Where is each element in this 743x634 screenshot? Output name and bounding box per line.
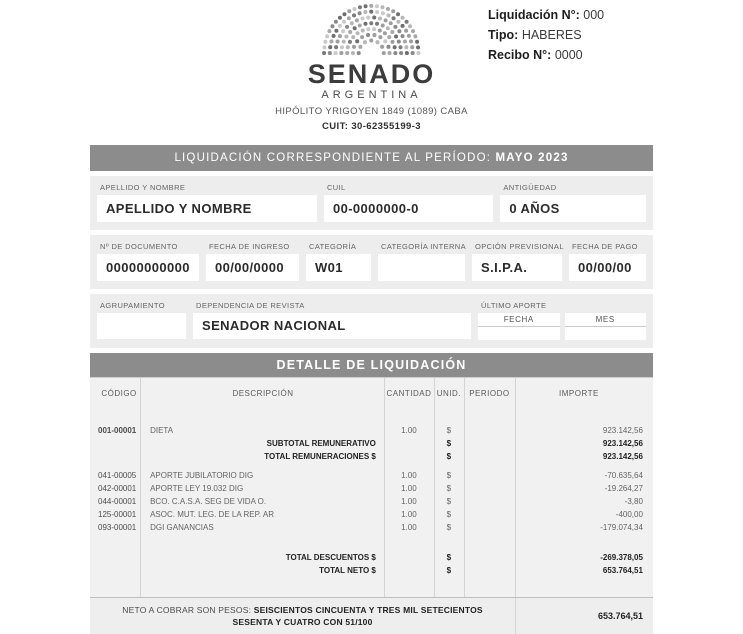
detail-banner: DETALLE DE LIQUIDACIÓN [90, 353, 653, 377]
cell-periodo [464, 508, 515, 521]
org-cuit: CUIT: 30-62355199-3 [322, 121, 421, 132]
field-value [97, 313, 186, 339]
cell-cantidad: 1.00 [401, 426, 417, 435]
cell-descripcion: TOTAL DESCUENTOS $ [285, 553, 376, 562]
net-amount-words: NETO A COBRAR SON PESOS: SEISCIENTOS CINCUENTA Y TRES MIL SETECIENTOS SESENTA Y CUATRO CON 51/100 [122, 605, 483, 627]
table-row [90, 564, 653, 577]
cell-cantidad: 1.00 [401, 497, 417, 506]
cell-cantidad: 1.00 [401, 484, 417, 493]
ultimo-aporte-mes-value [565, 327, 647, 340]
cell-codigo: 125-00001 [98, 510, 137, 519]
cell-unidad: $ [446, 566, 452, 575]
employee-identity-section [90, 176, 653, 230]
cell-descripcion: BCO. C.A.S.A. SEG DE VIDA O. [150, 497, 267, 506]
table-row-group [90, 424, 653, 463]
table-row [90, 424, 653, 437]
cell-unidad: $ [446, 452, 452, 461]
table-row [90, 450, 653, 463]
cell-importe: -3,80 [624, 497, 643, 506]
cell-cantidad [384, 551, 434, 564]
table-row [90, 437, 653, 450]
field-label: CUIL [326, 183, 346, 192]
logo-title: SENADO [307, 59, 436, 89]
field-label: CATEGORÍA [309, 242, 357, 251]
field-value: APELLIDO Y NOMBRE [97, 195, 317, 222]
field-dependencia-revista [193, 301, 471, 340]
cell-descripcion: APORTE JUBILATORIO DIG [150, 471, 254, 480]
cell-codigo: 001-00001 [98, 426, 137, 435]
cell-importe: 653.764,51 [602, 566, 643, 575]
cell-descripcion: ASOC. MUT. LEG. DE LA REP. AR [150, 510, 274, 519]
table-row [90, 495, 653, 508]
field-value: 00-0000000-0 [324, 195, 493, 222]
cell-descripcion: SUBTOTAL REMUNERATIVO [266, 439, 376, 448]
cell-importe: 923.142,56 [602, 452, 643, 461]
cell-cantidad: 1.00 [401, 523, 417, 532]
field-label: DEPENDENCIA DE REVISTA [196, 301, 305, 310]
field-value: W01 [306, 254, 371, 281]
cell-codigo [90, 551, 140, 564]
cell-codigo [90, 564, 140, 577]
liquidation-detail-table [90, 377, 653, 597]
field-cuil [324, 183, 493, 222]
field-antiguedad [500, 183, 646, 222]
cell-unidad: $ [446, 553, 452, 562]
table-row [90, 469, 653, 482]
employment-data-section [90, 235, 653, 289]
field-value: SENADOR NACIONAL [193, 313, 471, 339]
field-apellido-nombre [97, 183, 317, 222]
cell-periodo [464, 437, 515, 450]
senate-hemicycle-dots-icon [316, 3, 426, 55]
cell-unidad: $ [446, 510, 452, 519]
field-ultimo-aporte [478, 301, 646, 340]
cell-codigo: 042-00001 [98, 484, 137, 493]
cell-periodo [464, 469, 515, 482]
header-cantidad: CANTIDAD [386, 389, 432, 398]
header-codigo: CÓDIGO [101, 389, 137, 398]
senado-logo [308, 3, 436, 101]
header-unidad: UNID. [436, 389, 461, 398]
cell-descripcion: TOTAL NETO $ [319, 566, 376, 575]
table-header-row [90, 378, 653, 410]
field-label: APELLIDO Y NOMBRE [100, 183, 186, 192]
cell-descripcion: APORTE LEY 19.032 DIG [150, 484, 244, 493]
org-address-block [90, 106, 653, 132]
ultimo-aporte-fecha-header: FECHA [478, 313, 560, 327]
field-value: 00000000000 [97, 254, 199, 281]
field-categoria-interna [378, 242, 465, 281]
field-label: FECHA DE PAGO [572, 242, 638, 251]
ultimo-aporte-mes-header: MES [565, 313, 647, 327]
cell-periodo [464, 564, 515, 577]
receipt-number: Recibo N°: 0000 [488, 48, 583, 62]
cell-periodo [464, 450, 515, 463]
cell-unidad: $ [446, 497, 452, 506]
field-label: AGRUPAMIENTO [100, 301, 165, 310]
cell-descripcion: DGI GANANCIAS [150, 523, 214, 532]
cell-periodo [464, 495, 515, 508]
field-value: 00/00/0000 [206, 254, 299, 281]
cell-importe: -400,00 [615, 510, 643, 519]
cell-cantidad: 1.00 [401, 471, 417, 480]
table-row [90, 508, 653, 521]
field-categoria [306, 242, 371, 281]
table-row-group [90, 551, 653, 577]
field-label: FECHA DE INGRESO [209, 242, 290, 251]
cell-codigo: 093-00001 [98, 523, 137, 532]
cell-importe: -19.264,27 [604, 484, 643, 493]
cell-importe: 923.142,56 [602, 439, 643, 448]
table-body [90, 410, 653, 577]
cell-unidad: $ [446, 484, 452, 493]
cell-descripcion: DIETA [150, 426, 174, 435]
field-value: 0 AÑOS [500, 195, 646, 222]
field-label: ÚLTIMO APORTE [481, 301, 547, 310]
payslip-document [90, 0, 653, 634]
cell-importe: -70.635,64 [604, 471, 643, 480]
field-value: S.I.P.A. [472, 254, 562, 281]
cell-importe: -269.378,05 [600, 553, 643, 562]
org-address: HIPÓLITO YRIGOYEN 1849 (1089) CABA [275, 106, 468, 117]
cell-importe: 923.142,56 [602, 426, 643, 435]
cell-cantidad [384, 437, 434, 450]
cell-codigo: 044-00001 [98, 497, 137, 506]
cell-periodo [464, 551, 515, 564]
cell-unidad: $ [446, 471, 452, 480]
cell-codigo: 041-00005 [98, 471, 137, 480]
field-value [378, 254, 465, 281]
cell-importe: -179.074,34 [600, 523, 643, 532]
table-row-group [90, 469, 653, 534]
field-label: ANTIGÜEDAD [503, 183, 557, 192]
logo-subtitle: ARGENTINA [321, 89, 422, 101]
field-fecha-ingreso [206, 242, 299, 281]
header-importe: IMPORTE [559, 389, 599, 398]
cell-periodo [464, 521, 515, 534]
cell-unidad: $ [446, 523, 452, 532]
table-row [90, 482, 653, 495]
cell-periodo [464, 424, 515, 437]
field-documento [97, 242, 199, 281]
field-agrupamiento [97, 301, 186, 340]
receipt-type: Tipo: HABERES [488, 28, 582, 42]
cell-cantidad [384, 564, 434, 577]
header-descripcion: DESCRIPCIÓN [232, 389, 294, 398]
table-row [90, 551, 653, 564]
cell-codigo [90, 450, 140, 463]
net-to-collect-row [90, 597, 653, 634]
cell-periodo [464, 482, 515, 495]
field-label: OPCIÓN PREVISIONAL [475, 242, 564, 251]
position-data-section [90, 294, 653, 348]
cell-descripcion: TOTAL REMUNERACIONES $ [264, 452, 376, 461]
cell-cantidad [384, 450, 434, 463]
cell-codigo [90, 437, 140, 450]
field-label: Nº DE DOCUMENTO [100, 242, 178, 251]
cell-cantidad: 1.00 [401, 510, 417, 519]
receipt-info-block [488, 5, 604, 65]
net-amount-value: 653.764,51 [515, 598, 653, 634]
cell-unidad: $ [446, 439, 452, 448]
cell-unidad: $ [446, 426, 452, 435]
liquidacion-number: Liquidación N°: 000 [488, 8, 605, 22]
ultimo-aporte-table [478, 313, 646, 340]
field-value: 00/00/00 [569, 254, 646, 281]
field-label: CATEGORÍA INTERNA [381, 242, 467, 251]
document-header [90, 0, 653, 101]
header-periodo: PERIODO [469, 389, 510, 398]
ultimo-aporte-fecha-value [478, 327, 560, 340]
period-banner: LIQUIDACIÓN CORRESPONDIENTE AL PERÍODO: MAYO 2023 [90, 145, 653, 171]
field-opcion-previsional [472, 242, 562, 281]
field-fecha-pago [569, 242, 646, 281]
table-row [90, 521, 653, 534]
